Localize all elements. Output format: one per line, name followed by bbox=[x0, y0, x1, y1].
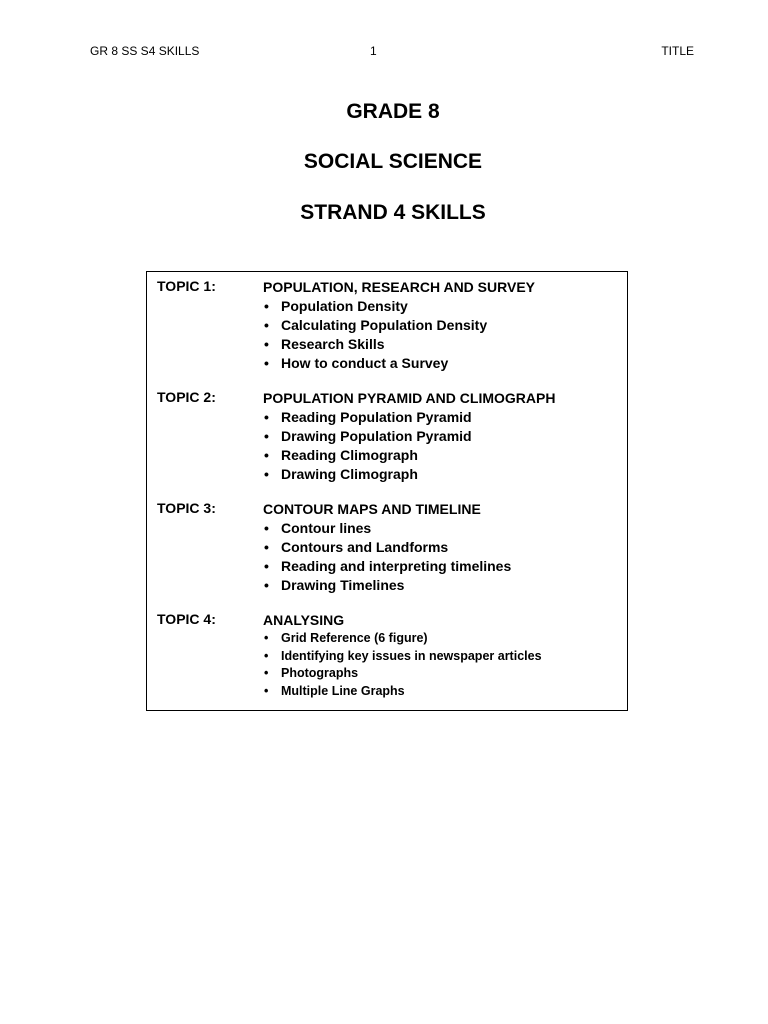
topic-item: • Grid Reference (6 figure) bbox=[263, 630, 542, 648]
topic-item: • Population Density bbox=[263, 297, 535, 316]
topic-item: • Research Skills bbox=[263, 335, 535, 354]
topic-items bbox=[263, 297, 535, 373]
title-strand: STRAND 4 SKILLS bbox=[300, 201, 486, 224]
topic-body bbox=[263, 500, 511, 595]
page-header bbox=[0, 44, 768, 60]
topic-item: • How to conduct a Survey bbox=[263, 354, 535, 373]
topic-label: TOPIC 3: bbox=[157, 500, 216, 516]
topic-item: • Identifying key issues in newspaper articles bbox=[263, 648, 542, 666]
topic-item: • Reading and interpreting timelines bbox=[263, 557, 511, 576]
topic-heading: CONTOUR MAPS AND TIMELINE bbox=[263, 501, 481, 517]
topic-item: • Drawing Timelines bbox=[263, 576, 511, 595]
topic-label: TOPIC 2: bbox=[157, 389, 216, 405]
header-document-code: GR 8 SS S4 SKILLS bbox=[90, 44, 200, 58]
topic-heading: ANALYSING bbox=[263, 612, 345, 628]
topic-items bbox=[263, 630, 542, 700]
topic-body bbox=[263, 389, 555, 484]
topic-heading: POPULATION PYRAMID AND CLIMOGRAPH bbox=[263, 390, 556, 406]
topic-item: • Contours and Landforms bbox=[263, 538, 511, 557]
topic-item: • Multiple Line Graphs bbox=[263, 683, 542, 701]
topic-item: • Calculating Population Density bbox=[263, 316, 535, 335]
header-page-number: 1 bbox=[370, 44, 377, 58]
title-subject: SOCIAL SCIENCE bbox=[303, 150, 483, 173]
topic-body bbox=[263, 611, 542, 700]
topic-item: • Photographs bbox=[263, 665, 542, 683]
topic-item: • Reading Climograph bbox=[263, 446, 555, 465]
topic-item: • Drawing Climograph bbox=[263, 465, 555, 484]
topic-item: • Reading Population Pyramid bbox=[263, 408, 555, 427]
topic-item: • Drawing Population Pyramid bbox=[263, 427, 555, 446]
topic-body bbox=[263, 278, 535, 373]
header-section-title: TITLE bbox=[661, 44, 694, 58]
topic-items bbox=[263, 408, 555, 484]
topic-label: TOPIC 4: bbox=[157, 611, 216, 627]
topics-box bbox=[146, 271, 628, 711]
topic-item: • Contour lines bbox=[263, 519, 511, 538]
topic-items bbox=[263, 519, 511, 595]
topic-label: TOPIC 1: bbox=[157, 278, 216, 294]
title-grade: GRADE 8 bbox=[346, 100, 440, 123]
topic-heading: POPULATION, RESEARCH AND SURVEY bbox=[263, 279, 535, 295]
